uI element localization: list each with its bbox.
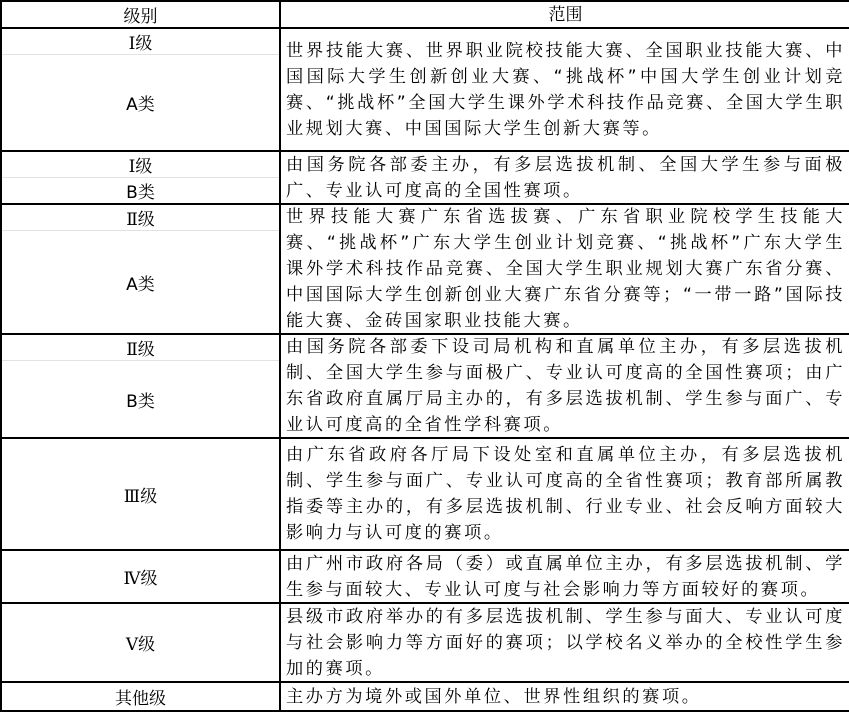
level-label: 其他级 [115,689,166,709]
level-cell [2,551,281,602]
scope-cell: 由国务院各部委下设司局机构和直属单位主办，有多层选拔机制、全国大学生参与面极广、专业认可度高的全国性赛项；由广东省政府直属厅局主办的，有多层选拔机制、学生参与面广、专业认可度高的全省性学科赛项。 [286,337,845,435]
level-label: Ⅰ级 [2,29,279,55]
table-row [2,335,849,439]
table-row [2,152,849,205]
scope-cell: 世界技能大赛、世界职业院校技能大赛、全国职业技能大赛、中国国际大学生创新创业大赛、“挑战杯”中国大学生创业计划竞赛、“挑战杯”全国大学生课外学术科技作品竞赛、全国大学生职业规划大赛、中国国际大学生创新大赛等。 [286,40,845,139]
table-row [2,604,849,683]
level-label: Ⅲ级 [123,486,158,507]
table-row [2,205,849,335]
category-label: A类 [126,274,155,295]
level-label: Ⅳ级 [123,569,158,589]
table-row [2,551,849,604]
level-cell [2,604,281,681]
scope-cell: 由广州市政府各局（委）或直属单位主办，有多层选拔机制、学生参与面较大、专业认可度与社会影响力等方面较好的赛项。 [286,553,845,600]
table-header-row [2,2,849,29]
table-row [2,683,849,710]
level-label: Ⅰ级 [2,152,279,178]
header-level: 级别 [2,2,281,27]
header-scope: 范围 [548,4,583,25]
level-label: Ⅱ级 [2,335,279,361]
scope-cell: 主办方为境外或国外单位、世界性组织的赛项。 [286,686,702,707]
scope-cell: 世界技能大赛广东省选拔赛、广东省职业院校学生技能大赛、“挑战杯”广东大学生创业计划竞赛、“挑战杯”广东大学生课外学术科技作品竞赛、全国大学生职业规划大赛广东省分赛、中国国际大学生创新创业大赛广东省分赛等；“一带一路”国际技能大赛、金砖国家职业技能大赛。 [286,207,845,331]
level-cell [2,439,281,549]
table-row [2,29,849,152]
level-cell [2,152,281,203]
category-label: A类 [126,95,155,115]
category-label: B类 [126,183,155,203]
scope-cell: 县级市政府举办的有多层选拔机制、学生参与面大、专业认可度与社会影响力等方面好的赛项；以学校名义举办的全校性学生参加的赛项。 [286,606,845,679]
level-cell [2,683,281,710]
level-cell [2,205,281,333]
level-cell [2,335,281,437]
scope-cell: 由国务院各部委主办，有多层选拔机制、全国大学生参与面极广、专业认可度高的全国性赛项。 [286,154,845,201]
level-cell [2,29,281,150]
table-row [2,439,849,551]
category-label: B类 [126,391,155,412]
scope-cell: 由广东省政府各厅局下设处室和直属单位主办，有多层选拔机制、学生参与面广、专业认可度高的全省性赛项；教育部所属教指委等主办的，有多层选拔机制、行业专业、社会反响方面较大影响力与认可度的赛项。 [286,445,845,543]
level-label: Ⅴ级 [125,635,156,655]
level-label: Ⅱ级 [2,205,279,231]
